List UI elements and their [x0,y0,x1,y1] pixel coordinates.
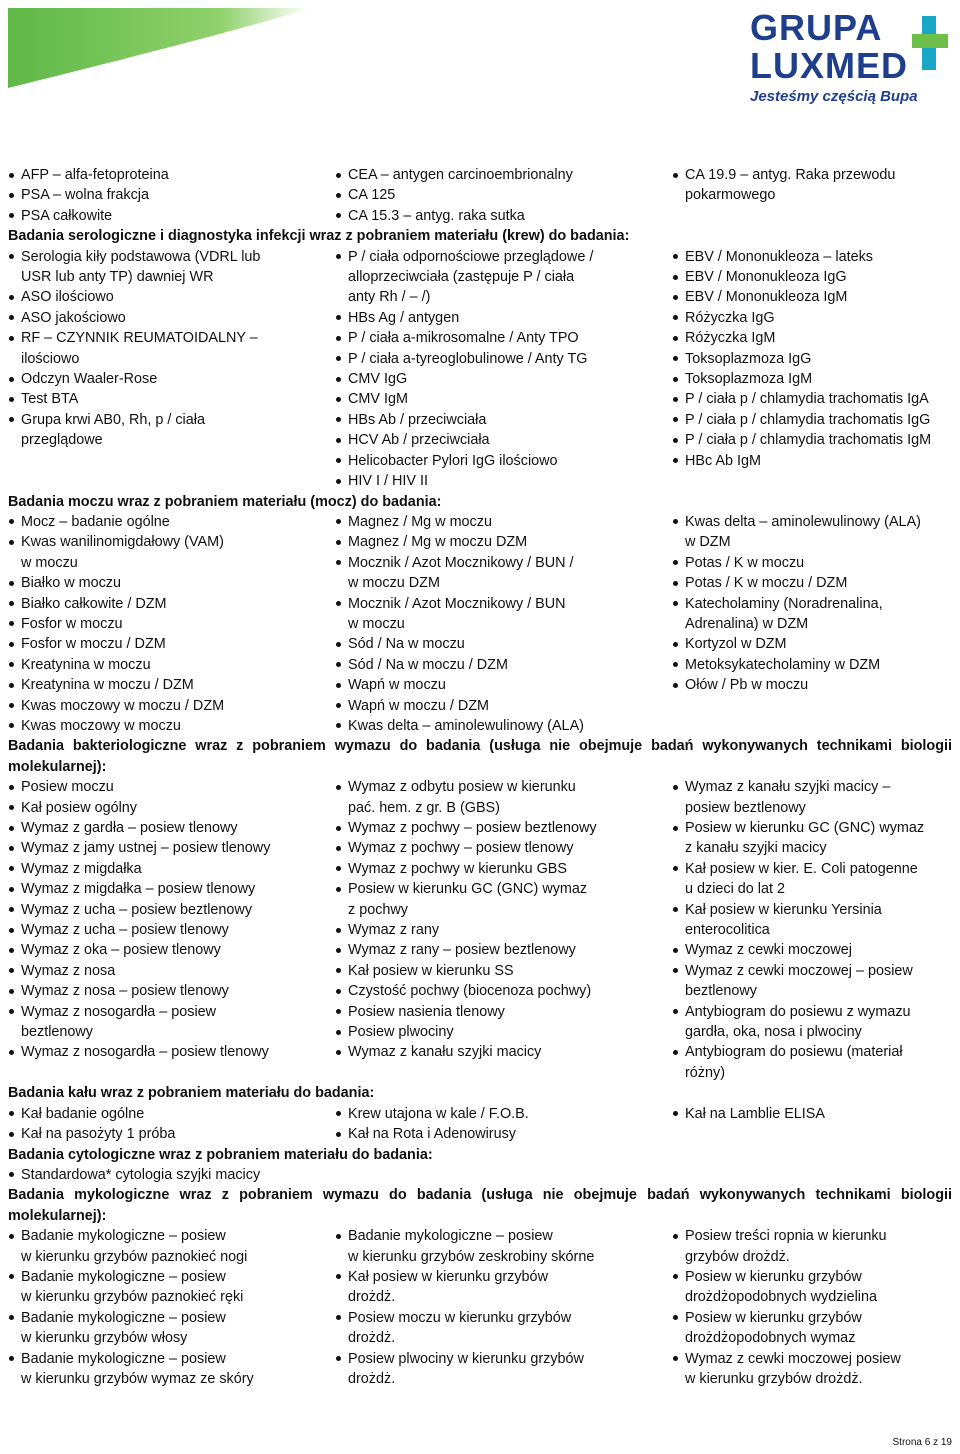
test-list [335,512,672,736]
list-item-text: CMV IgM [348,391,408,408]
list-item-text: Wymaz z gardła – posiew tlenowy [21,820,238,836]
list-item-text: Wymaz z ucha – posiew beztlenowy [21,901,253,918]
section-0 [8,165,952,226]
list-item-text: Kał badanie ogólne [21,1105,145,1122]
cross-icon [912,16,948,70]
list-item [672,634,952,654]
list-item-text: Kał posiew w kierunku grzybów drożdż. [348,1268,548,1306]
list-item [672,165,952,206]
list-item [672,247,952,267]
list-item-text: CA 19.9 – antyg. Raka przewodu pokarmowego [685,167,896,204]
list-item [8,634,335,654]
section-title: Badania serologiczne i diagnostyka infekcji wraz z pobraniem materiału (krew) do badania: [8,228,630,245]
list-item-text: Test BTA [21,391,79,408]
list-item-text: Wymaz z pochwy – posiew tlenowy [348,840,574,857]
list-item [335,879,672,920]
list-item [335,1226,672,1267]
list-item [672,594,952,635]
list-item [335,961,672,981]
list-item [672,430,952,450]
column-2 [335,1226,672,1389]
test-list [8,777,335,1063]
list-item [672,859,952,900]
list-item-text: Odczyn Waaler-Rose [21,371,158,388]
test-list [8,247,335,451]
list-item-text: Kał posiew w kierunku Yersinia enterocolitica [685,901,882,939]
list-item [672,267,952,287]
list-item-text: Kortyzol w DZM [685,636,787,653]
list-item-text: Krew utajona w kale / F.O.B. [348,1105,529,1122]
list-item [672,1104,952,1124]
list-item [335,940,672,960]
list-item-text: Wymaz z pochwy w kierunku GBS [348,860,567,877]
list-item-text: Wymaz z nosa [21,962,116,979]
column-1 [8,247,335,492]
test-list [672,777,952,1083]
section-columns [8,1226,952,1389]
list-item [335,777,672,818]
list-item [335,1002,672,1022]
list-item-text: Toksoplazmoza IgM [685,371,813,388]
list-item [335,430,672,450]
list-item [335,369,672,389]
section-title: Badania moczu wraz z pobraniem materiału (mocz) do badania: [8,493,442,510]
column-3 [672,777,952,1083]
section-columns [8,777,952,1083]
list-item-text: RF – CZYNNIK REUMATOIDALNY – ilościowo [21,330,258,367]
section-title: Badania mykologiczne wraz z pobraniem wymazu do badania (usługa nie obejmuje badań wykonywanych technikami biologii molekularnej): [8,1187,952,1224]
section-columns [8,1104,952,1145]
test-list [672,165,952,206]
column-2 [335,1165,672,1185]
column-1 [8,1165,335,1185]
list-item-text: Sód / Na w moczu [348,636,465,653]
list-item [8,1042,335,1062]
section-2 [8,492,952,737]
list-item [335,389,672,409]
column-2 [335,247,672,492]
list-item [8,1308,335,1349]
list-item-text: Wapń w moczu / DZM [348,697,489,714]
list-item [8,716,335,736]
list-item [335,471,672,491]
list-item [335,838,672,858]
list-item-text: Badanie mykologiczne – posiew w kierunku grzybów wymaz ze skóry [21,1350,254,1387]
list-item-text: HBc Ab IgM [685,452,761,469]
list-item [335,532,672,552]
list-item-text: Kał posiew w kier. E. Coli patogenne u dzieci do lat 2 [685,860,918,898]
list-item [335,247,672,308]
list-item-text: Badanie mykologiczne – posiew w kierunku grzybów paznokieć ręki [21,1268,244,1306]
list-item-text: Posiew w kierunku grzybów drożdżopodobnych wymaz [685,1309,862,1347]
list-item-text: Posiew w kierunku grzybów drożdżopodobnych wydzielina [685,1268,877,1306]
list-item-text: Posiew moczu w kierunku grzybów drożdż. [348,1309,572,1347]
list-item-text: Toksoplazmoza IgG [685,350,812,367]
list-item-text: Wymaz z cewki moczowej – posiew beztlenowy [685,962,913,1000]
list-item-text: AFP – alfa-fetoproteina [21,167,169,183]
list-item [672,553,952,573]
list-item-text: Posiew nasienia tlenowy [348,1003,505,1020]
list-item-text: Grupa krwi AB0, Rh, p / ciała przeglądowe [21,411,205,449]
list-item [8,696,335,716]
list-item-text: P / ciała a-mikrosomalne / Anty TPO [348,330,579,347]
list-item-text: Posiew plwociny [348,1024,454,1041]
section-6 [8,1185,952,1389]
list-item-text: HIV I / HIV II [348,473,428,490]
test-list [335,1104,672,1145]
list-item [672,900,952,941]
list-item [8,206,335,226]
list-item-text: EBV / Mononukleoza – lateks [685,248,873,265]
logo-line2: LUXMED [750,45,908,86]
list-item [672,1308,952,1349]
list-item [672,328,952,348]
logo-tagline: Jesteśmy częścią Bupa [750,88,918,105]
section-title: Badania bakteriologiczne wraz z pobraniem wymazu do badania (usługa nie obejmuje badań wykonywanych technikami biologii molekularnej): [8,738,952,775]
list-item-text: Metoksykatecholaminy w DZM [685,656,881,673]
list-item [672,573,952,593]
section-5 [8,1145,952,1186]
list-item-text: Badanie mykologiczne – posiew w kierunku grzybów włosy [21,1309,226,1347]
list-item [672,961,952,1002]
list-item [8,532,335,573]
list-item-text: Potas / K w moczu / DZM [685,575,848,592]
list-item-text: Kreatynina w moczu / DZM [21,677,194,694]
list-item-text: Kwas moczowy w moczu / DZM [21,697,225,714]
list-item [8,675,335,695]
section-3 [8,736,952,1083]
list-item [8,818,335,838]
list-item-text: CEA – antygen carcinoembrionalny [348,167,573,183]
column-2 [335,512,672,736]
list-item-text: CA 15.3 – antyg. raka sutka [348,207,525,224]
list-item-text: Wymaz z kanału szyjki macicy – posiew beztlenowy [685,779,891,816]
list-item [335,1022,672,1042]
list-item [8,961,335,981]
list-item [335,1267,672,1308]
test-list [8,512,335,736]
logo-line1: GRUPA [750,7,883,48]
list-item [8,1226,335,1267]
list-item-text: Antybiogram do posiewu z wymazu gardła, oka, nosa i plwociny [685,1003,911,1041]
list-item [672,287,952,307]
list-item-text: Kreatynina w moczu [21,656,151,673]
column-2 [335,777,672,1083]
list-item [8,369,335,389]
list-item-text: Różyczka IgG [685,309,775,326]
list-item [335,328,672,348]
list-item-text: Kwas delta – aminolewulinowy (ALA) [348,717,584,734]
list-item [8,512,335,532]
list-item-text: Potas / K w moczu [685,554,805,571]
list-item-text: Wymaz z oka – posiew tlenowy [21,942,221,959]
list-item-text: Wymaz z nosa – posiew tlenowy [21,983,229,1000]
list-item-text: Katecholaminy (Noradrenalina, Adrenalina) w DZM [685,595,883,632]
list-item-text: Wymaz z migdałka – posiew tlenowy [21,881,256,898]
list-item [335,451,672,471]
test-list [8,165,335,226]
column-1 [8,165,335,226]
list-item [672,1226,952,1267]
test-list [335,777,672,1063]
list-item-text: P / ciała p / chlamydia trachomatis IgM [685,432,932,449]
list-item-text: Posiew w kierunku GC (GNC) wymaz z pochwy [348,881,588,918]
list-item [672,675,952,695]
test-list [672,247,952,471]
list-item-text: Kwas moczowy w moczu [21,717,181,734]
section-columns [8,512,952,736]
column-1 [8,1226,335,1389]
column-3 [672,1165,952,1185]
list-item-text: HBs Ab / przeciwciała [348,411,487,428]
list-item [335,512,672,532]
list-item [8,247,335,288]
list-item [672,1042,952,1083]
list-item-text: Badanie mykologiczne – posiew w kierunku grzybów zeskrobiny skórne [348,1228,595,1265]
list-item [335,553,672,594]
list-item [335,1349,672,1390]
column-3 [672,165,952,226]
list-item [335,1042,672,1062]
list-item-text: Mocz – badanie ogólne [21,513,170,530]
list-item [8,1165,335,1185]
column-2 [335,165,672,226]
list-item [672,818,952,859]
list-item [8,838,335,858]
list-item-text: Ołów / Pb w moczu [685,677,809,694]
list-item [672,655,952,675]
list-item [335,1308,672,1349]
list-item [335,1104,672,1124]
list-item-text: Wymaz z nosogardła – posiew tlenowy [21,1044,269,1061]
test-list [8,1165,335,1185]
list-item-text: EBV / Mononukleoza IgM [685,289,848,306]
list-item-text: EBV / Mononukleoza IgG [685,269,847,286]
test-list [335,247,672,492]
list-item [672,349,952,369]
list-item [335,696,672,716]
list-item-text: Kwas delta – aminolewulinowy (ALA) w DZM [685,513,921,551]
list-item-text: Wymaz z cewki moczowej posiew w kierunku grzybów drożdż. [685,1350,901,1387]
list-item [8,287,335,307]
list-item [335,165,672,185]
list-item-text: Posiew plwociny w kierunku grzybów drożdż. [348,1350,584,1387]
list-item-text: Kał posiew ogólny [21,799,137,816]
list-item-text: Wymaz z cewki moczowej [685,942,852,959]
list-item-text: P / ciała odpornościowe przeglądowe / alloprzeciwciała (zastępuje P / ciała anty Rh / – /) [348,248,594,306]
column-1 [8,777,335,1083]
column-3 [672,512,952,736]
list-item [335,410,672,430]
list-item [672,369,952,389]
list-item [335,308,672,328]
column-1 [8,512,335,736]
list-item [672,308,952,328]
list-item [335,185,672,205]
list-item-text: Kał na Rota i Adenowirusy [348,1126,516,1143]
list-item [672,777,952,818]
list-item-text: Białko w moczu [21,575,121,592]
list-item [672,410,952,430]
test-list [672,1226,952,1389]
list-item [8,900,335,920]
section-1 [8,226,952,491]
list-item-text: Wymaz z jamy ustnej – posiew tlenowy [21,840,271,857]
list-item [335,920,672,940]
column-3 [672,247,952,492]
list-item [8,981,335,1001]
section-columns [8,247,952,492]
column-3 [672,1104,952,1145]
list-item [8,328,335,369]
list-item-text: Wymaz z pochwy – posiew beztlenowy [348,820,597,836]
list-item [8,1104,335,1124]
list-item-text: Wymaz z migdałka [21,860,142,877]
list-item-text: Białko całkowite / DZM [21,595,167,612]
green-header-bar [8,8,310,88]
list-item-text: PSA – wolna frakcja [21,187,149,204]
list-item-text: Posiew moczu [21,779,114,796]
list-item-text: P / ciała a-tyreoglobulinowe / Anty TG [348,350,588,367]
list-item [335,981,672,1001]
list-item [672,389,952,409]
list-item-text: Mocznik / Azot Mocznikowy / BUN / w moczu DZM [348,554,574,592]
list-item [8,777,335,797]
luxmed-logo [750,4,954,104]
list-item [335,634,672,654]
list-item [8,920,335,940]
list-item [8,655,335,675]
list-item [8,940,335,960]
list-item [8,1002,335,1043]
list-item [335,675,672,695]
list-item [8,389,335,409]
list-item [8,1124,335,1144]
list-item-text: Kał na pasożyty 1 próba [21,1126,176,1143]
list-item [8,1349,335,1390]
list-item [335,206,672,226]
list-item [335,655,672,675]
list-item [8,614,335,634]
list-item [8,185,335,205]
list-item [335,716,672,736]
section-columns [8,165,952,226]
list-item-text: Standardowa* cytologia szyjki macicy [21,1166,261,1183]
column-3 [672,1226,952,1389]
list-item [8,410,335,451]
list-item-text: Serologia kiły podstawowa (VDRL lub USR lub anty TP) dawniej WR [21,248,261,286]
list-item-text: P / ciała p / chlamydia trachomatis IgA [685,391,929,408]
list-item-text: Kał posiew w kierunku SS [348,962,514,979]
page-number: Strona 6 z 19 [892,1437,952,1448]
column-2 [335,1104,672,1145]
list-item [8,879,335,899]
section-title: Badania kału wraz z pobraniem materiału do badania: [8,1085,375,1102]
list-item [8,798,335,818]
list-item-text: Mocznik / Azot Mocznikowy / BUN w moczu [348,595,566,632]
list-item-text: Helicobacter Pylori IgG ilościowo [348,452,558,469]
list-item-text: PSA całkowite [21,207,113,224]
test-list [8,1104,335,1145]
list-item [672,1267,952,1308]
list-item [8,308,335,328]
list-item-text: Antybiogram do posiewu (materiał różny) [685,1044,903,1081]
section-title: Badania cytologiczne wraz z pobraniem materiału do badania: [8,1146,433,1163]
list-item-text: Wymaz z nosogardła – posiew beztlenowy [21,1003,217,1041]
test-list [672,512,952,696]
list-item-text: CMV IgG [348,371,408,388]
list-item-text: Sód / Na w moczu / DZM [348,656,508,673]
list-item-text: Magnez / Mg w moczu [348,513,492,530]
column-1 [8,1104,335,1145]
list-item-text: Fosfor w moczu [21,615,123,632]
list-item [8,573,335,593]
list-item-text: Kał na Lamblie ELISA [685,1105,825,1122]
list-item-text: Posiew treści ropnia w kierunku grzybów drożdż. [685,1228,887,1265]
list-item-text: Wymaz z kanału szyjki macicy [348,1044,542,1061]
list-item [335,859,672,879]
test-list [672,1104,952,1124]
list-item-text: Wymaz z ucha – posiew tlenowy [21,922,229,939]
list-item-text: Czystość pochwy (biocenoza pochwy) [348,983,592,1000]
list-item-text: HBs Ag / antygen [348,309,460,326]
list-item [672,512,952,553]
test-list [335,165,672,226]
list-item [672,451,952,471]
list-item [672,1349,952,1390]
list-item [8,165,335,185]
list-item [335,349,672,369]
list-item-text: Posiew w kierunku GC (GNC) wymaz z kanału szyjki macicy [685,820,925,857]
section-columns [8,1165,952,1185]
section-4 [8,1083,952,1144]
list-item [335,594,672,635]
list-item-text: Różyczka IgM [685,330,776,347]
list-item [8,594,335,614]
test-list [335,1226,672,1389]
list-item-text: Fosfor w moczu / DZM [21,636,166,653]
test-list [8,1226,335,1389]
list-item [335,818,672,838]
list-item [8,859,335,879]
list-item-text: CA 125 [348,187,396,204]
list-item-text: Wymaz z rany – posiew beztlenowy [348,942,576,959]
list-item [672,1002,952,1043]
list-item-text: Wymaz z rany [348,922,440,939]
list-item [8,1267,335,1308]
list-item-text: Kwas wanilinomigdałowy (VAM) w moczu [21,534,224,571]
list-item-text: Wapń w moczu [348,677,446,694]
list-item-text: Wymaz z odbytu posiew w kierunku pać. hem. z gr. B (GBS) [348,779,576,816]
list-item-text: P / ciała p / chlamydia trachomatis IgG [685,411,931,428]
list-item [672,940,952,960]
document-body [8,165,952,1389]
list-item-text: ASO jakościowo [21,309,126,326]
list-item [335,1124,672,1144]
list-item-text: ASO ilościowo [21,289,114,306]
list-item-text: Magnez / Mg w moczu DZM [348,534,528,551]
list-item-text: HCV Ab / przeciwciała [348,432,490,449]
list-item-text: Badanie mykologiczne – posiew w kierunku grzybów paznokieć nogi [21,1228,248,1265]
